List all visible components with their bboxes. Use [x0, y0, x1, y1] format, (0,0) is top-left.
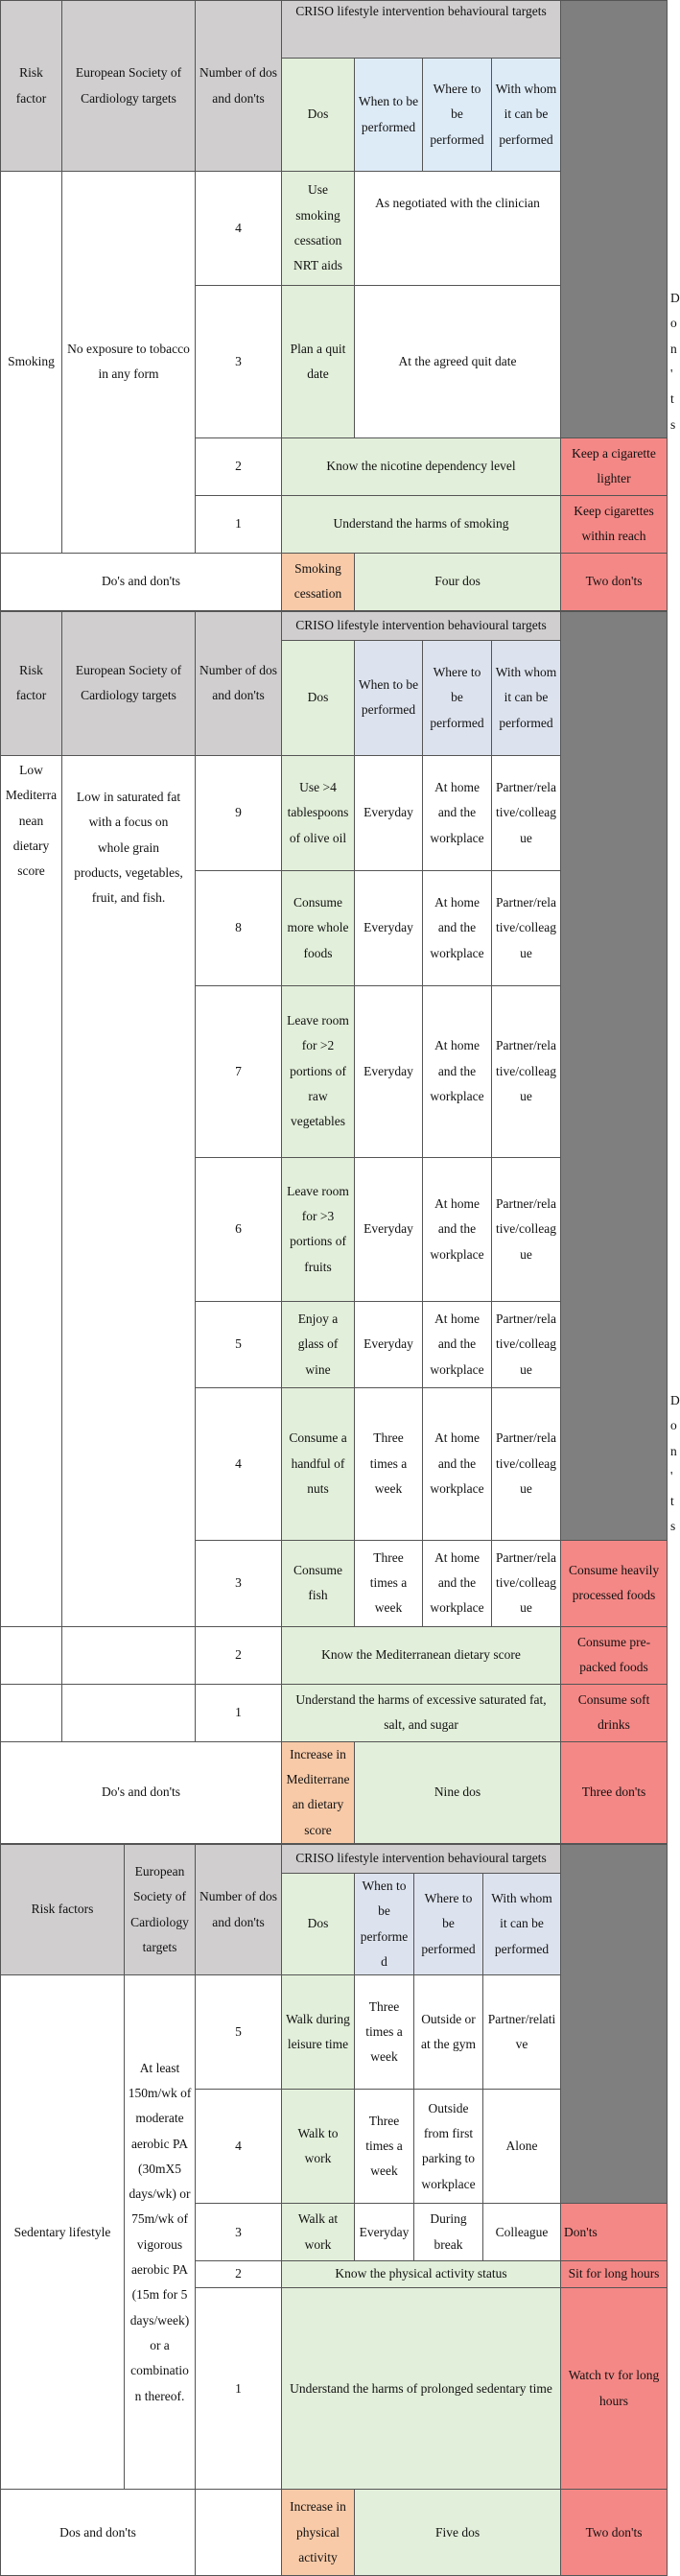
- row-number: 2: [196, 437, 282, 495]
- header-where: Where to be performed: [414, 1874, 483, 1975]
- whom-cell: Partner/relative/colleague: [492, 985, 561, 1157]
- span-cell: As negotiated with the clinician: [355, 172, 561, 286]
- header-risk-factor: Risk factor: [1, 611, 62, 755]
- donts-header-cell: Don'ts: [561, 2204, 668, 2261]
- header-dos: Dos: [282, 1874, 355, 1975]
- dont-cell: Consume soft drinks: [561, 1684, 668, 1741]
- summary-dos: Nine dos: [355, 1741, 561, 1843]
- empty-cell: [62, 1626, 196, 1684]
- dos-cell: Use smoking cessation NRT aids: [282, 172, 355, 286]
- row-number: 4: [196, 172, 282, 286]
- dos-cell: Plan a quit date: [282, 286, 355, 438]
- header-whom: With whom it can be performed: [492, 640, 561, 755]
- when-cell: Three times a week: [355, 1540, 423, 1626]
- whom-cell: Partner/relative/colleague: [492, 755, 561, 870]
- where-cell: At home and the workplace: [423, 1540, 492, 1626]
- header-risk-factor: Risk factors: [1, 1845, 125, 1975]
- header-where: Where to be performed: [423, 59, 492, 172]
- header-esc-targets: European Society of Cardiology targets: [125, 1845, 196, 1975]
- summary-label: Dos and don'ts: [1, 2490, 196, 2576]
- summary-donts: Two don'ts: [561, 2490, 668, 2576]
- where-cell: During break: [414, 2204, 483, 2261]
- summary-goal: Smoking cessation: [282, 553, 355, 610]
- esc-target-cell: Low in saturated fat with a focus on whole grain products, vegetables, fruit, and fish.: [62, 755, 196, 1626]
- summary-dos: Four dos: [355, 553, 561, 610]
- span-cell: Understand the harms of prolonged sedentary time: [282, 2288, 561, 2490]
- dont-cell: Sit for long hours: [561, 2261, 668, 2288]
- dos-cell: Walk to work: [282, 2090, 355, 2204]
- empty-cell: [1, 1626, 62, 1684]
- whom-cell: Partner/relative/colleague: [492, 1301, 561, 1387]
- header-criso: CRISO lifestyle intervention behavioural targets: [282, 611, 561, 640]
- dos-cell: Walk at work: [282, 2204, 355, 2261]
- header-dos: Dos: [282, 640, 355, 755]
- when-cell: Everyday: [355, 1157, 423, 1301]
- row-number: 5: [196, 1301, 282, 1387]
- row-number: 4: [196, 2090, 282, 2204]
- header-when: When to be performed: [355, 59, 423, 172]
- span-cell: Understand the harms of smoking: [282, 495, 561, 553]
- where-cell: Outside from first parking to workplace: [414, 2090, 483, 2204]
- header-criso: CRISO lifestyle intervention behavioural targets: [282, 1, 561, 59]
- summary-label: Do's and don'ts: [1, 553, 282, 610]
- summary-label: Do's and don'ts: [1, 1741, 282, 1843]
- dont-cell: Consume heavily processed foods: [561, 1540, 668, 1626]
- row-number: 3: [196, 2204, 282, 2261]
- row-number: 5: [196, 1975, 282, 2090]
- dos-cell: Leave room for >3 portions of fruits: [282, 1157, 355, 1301]
- header-dos: Dos: [282, 59, 355, 172]
- esc-target-cell: No exposure to tobacco in any form: [62, 172, 196, 554]
- span-cell: Understand the harms of excessive saturated fat, salt, and sugar: [282, 1684, 561, 1741]
- header-criso: CRISO lifestyle intervention behavioural targets: [282, 1845, 561, 1874]
- empty-cell: [1, 1684, 62, 1741]
- header-number: Number of dos and don'ts: [196, 1, 282, 172]
- whom-cell: Partner/relative/colleague: [492, 1540, 561, 1626]
- header-number: Number of dos and don'ts: [196, 611, 282, 755]
- summary-donts: Three don'ts: [561, 1741, 668, 1843]
- when-cell: Three times a week: [355, 1975, 414, 2090]
- dos-cell: Leave room for >2 portions of raw vegetables: [282, 985, 355, 1157]
- dos-cell: Consume fish: [282, 1540, 355, 1626]
- when-cell: Three times a week: [355, 2090, 414, 2204]
- span-cell: Know the physical activity status: [282, 2261, 561, 2288]
- row-number: 4: [196, 1387, 282, 1540]
- where-cell: At home and the workplace: [423, 985, 492, 1157]
- row-number: 7: [196, 985, 282, 1157]
- header-whom: With whom it can be performed: [483, 1874, 561, 1975]
- dos-cell: Use >4 tablespoons of olive oil: [282, 755, 355, 870]
- span-cell: Know the nicotine dependency level: [282, 437, 561, 495]
- when-cell: Everyday: [355, 755, 423, 870]
- header-when: When to be performed: [355, 640, 423, 755]
- dark-column-cell: [561, 611, 668, 1540]
- dos-cell: Consume more whole foods: [282, 870, 355, 985]
- row-number: 2: [196, 1626, 282, 1684]
- dos-cell: Enjoy a glass of wine: [282, 1301, 355, 1387]
- sedentary-table: [0, 1844, 668, 2576]
- header-when: When to be performed: [355, 1874, 414, 1975]
- header-whom: With whom it can be performed: [492, 59, 561, 172]
- esc-target-cell: At least 150m/wk of moderate aerobic PA (30mX5 days/wk) or 75m/wk of vigorous aerobic PA (15m for 5 days/week) or a combination thereof.: [125, 1975, 196, 2490]
- row-number: 2: [196, 2261, 282, 2288]
- header-where: Where to be performed: [423, 640, 492, 755]
- whom-cell: Partner/relative: [483, 1975, 561, 2090]
- row-number: 1: [196, 2288, 282, 2490]
- dont-cell: Watch tv for long hours: [561, 2288, 668, 2490]
- when-cell: Everyday: [355, 1301, 423, 1387]
- summary-donts: Two don'ts: [561, 553, 668, 610]
- dark-column-cell: [561, 1845, 668, 2204]
- where-cell: Outside or at the gym: [414, 1975, 483, 2090]
- row-number: 1: [196, 495, 282, 553]
- summary-dos: Five dos: [355, 2490, 561, 2576]
- header-number: Number of dos and don'ts: [196, 1845, 282, 1975]
- header-esc-targets: European Society of Cardiology targets: [62, 611, 196, 755]
- dark-column-cell: [561, 1, 668, 438]
- dont-cell: Keep a cigarette lighter: [561, 437, 668, 495]
- row-number: 9: [196, 755, 282, 870]
- where-cell: At home and the workplace: [423, 755, 492, 870]
- empty-cell: [62, 1684, 196, 1741]
- dont-cell: Consume pre-packed foods: [561, 1626, 668, 1684]
- when-cell: Three times a week: [355, 1387, 423, 1540]
- risk-factor-cell: Sedentary lifestyle: [1, 1975, 125, 2490]
- whom-cell: Partner/relative/colleague: [492, 870, 561, 985]
- row-number: 3: [196, 286, 282, 438]
- where-cell: At home and the workplace: [423, 870, 492, 985]
- header-esc-targets: European Society of Cardiology targets: [62, 1, 196, 172]
- span-cell: At the agreed quit date: [355, 286, 561, 438]
- span-cell: Know the Mediterranean dietary score: [282, 1626, 561, 1684]
- risk-factor-cell: Low Mediterranean dietary score: [1, 755, 62, 1626]
- row-number: 8: [196, 870, 282, 985]
- where-cell: At home and the workplace: [423, 1157, 492, 1301]
- risk-factor-cell: Smoking: [1, 172, 62, 554]
- diet-table: Risk factor European Society of Cardiology targets Number of dos and don'ts CRISO lifestyle intervention behavioural targets Dos When to be performed Where to be performed With whom it can be performed Low Mediterranean dietary score Low in saturated fat with a focus on whole grain products, vegetables, fruit, and fish. 9 Use >4 tablespoons of olive oil Everyday At home and the workplace Partner/relative/colleague 8 Consume more whole foods Everyday At home and the workplace Partner/relative/colleague 7 Leave room for >2 portions of raw vegetables Everyday At home and the workplace Partner/relative/colleague 6 Leave room for >3 portions of fruits Everyday At home and the workplace Partner/relative/colleague 5 Enjoy a glass of wine Everyday At home and the workplace Partner/relative/colleague 4 Consume a handful of nuts Three times a week At home and the workplace Partner/relative/colleague Don'ts 3 Consume fish Three times a week At home and the workplace Partner/relative/colleague Consume heavily processed foods 2 Know the Mediterranean dietary score Consume pre-packed foods 1 Understand the harms of excessive saturated fat, salt, and sugar Consume soft drinks Do's and don'ts Increase in Mediterranean dietary score Nine dos Three don'ts: [0, 611, 668, 1844]
- summary-goal: Increase in Mediterranean dietary score: [282, 1741, 355, 1843]
- row-number: 6: [196, 1157, 282, 1301]
- whom-cell: Partner/relative/colleague: [492, 1387, 561, 1540]
- dont-cell: Keep cigarettes within reach: [561, 495, 668, 553]
- row-number: 1: [196, 1684, 282, 1741]
- where-cell: At home and the workplace: [423, 1387, 492, 1540]
- dos-cell: Consume a handful of nuts: [282, 1387, 355, 1540]
- whom-cell: Partner/relative/colleague: [492, 1157, 561, 1301]
- smoking-table: Risk factor European Society of Cardiology targets Number of dos and don'ts CRISO lifestyle intervention behavioural targets Dos When to be performed Where to be performed With whom it can be performed Smoking No exposure to tobacco in any form 4 Use smoking cessation NRT aids As negotiated with the clinician 3 Plan a quit date At the agreed quit date Don'ts 2 Know the nicotine dependency level Keep a cigarette lighter 1 Understand the harms of smoking Keep cigarettes within reach Do's and don'ts Smoking cessation Four dos Two don'ts: [0, 0, 668, 611]
- summary-goal: Increase in physical activity: [282, 2490, 355, 2576]
- dos-cell: Walk during leisure time: [282, 1975, 355, 2090]
- when-cell: Everyday: [355, 985, 423, 1157]
- row-number: 3: [196, 1540, 282, 1626]
- when-cell: Everyday: [355, 870, 423, 985]
- where-cell: At home and the workplace: [423, 1301, 492, 1387]
- when-cell: Everyday: [355, 2204, 414, 2261]
- empty-cell: [196, 2490, 282, 2576]
- whom-cell: Alone: [483, 2090, 561, 2204]
- header-risk-factor: Risk factor: [1, 1, 62, 172]
- whom-cell: Colleague: [483, 2204, 561, 2261]
